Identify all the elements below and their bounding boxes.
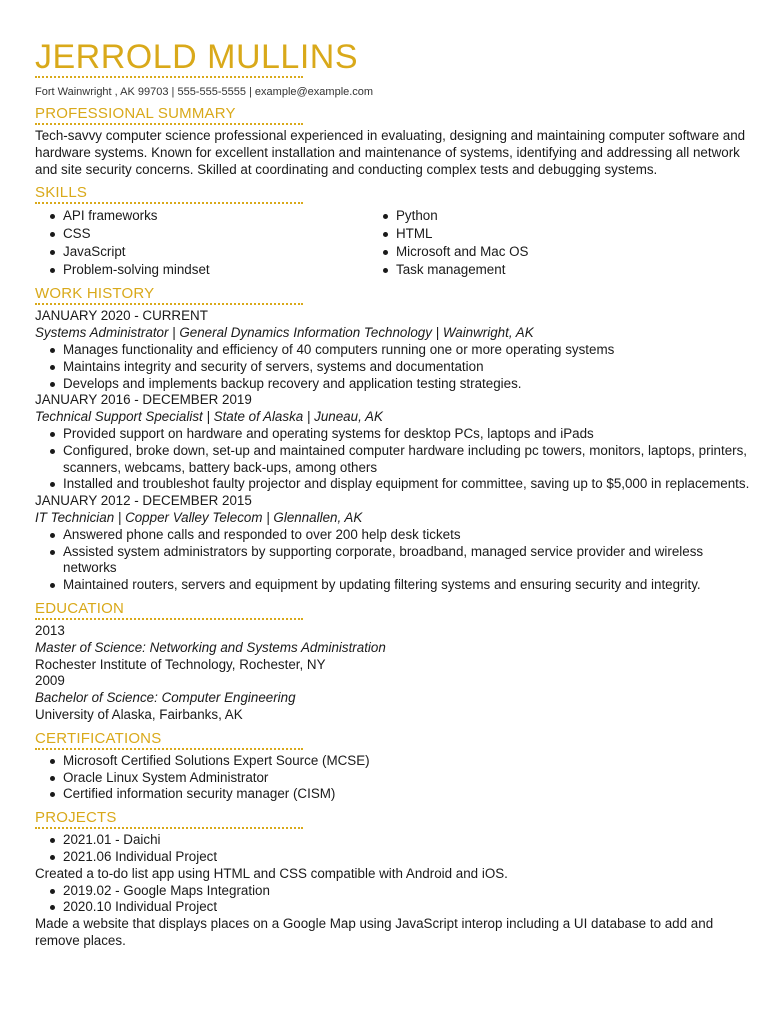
name-divider [35, 76, 303, 78]
field: Computer Engineering [161, 690, 296, 706]
project-entry [35, 883, 755, 950]
certification-item: Oracle Linux System Administrator [35, 770, 755, 787]
skills-left-column [35, 207, 368, 279]
project-description: Made a website that displays places on a Google Map using JavaScript interop including a UI database to add and remove places. [35, 916, 714, 948]
project-bullet: 2021.01 - Daichi [35, 832, 755, 849]
education-divider [35, 618, 303, 620]
project-bullet: 2020.10 Individual Project [35, 899, 755, 916]
summary-divider [35, 123, 303, 125]
contact-line: Fort Wainwright , AK 99703 | 555-555-5555 | example@example.com [35, 86, 374, 98]
education-degree-line: Bachelor of Science: Computer Engineering [35, 690, 296, 706]
skill-item: HTML [368, 225, 701, 243]
project-bullet: 2021.06 Individual Project [35, 849, 755, 866]
job-bullet: Answered phone calls and responded to over 200 help desk tickets [35, 527, 755, 544]
education-year: 2009 [35, 673, 65, 689]
job-bullet: Provided support on hardware and operating systems for desktop PCs, laptops and iPads [35, 426, 755, 443]
skills-right-column [368, 207, 701, 279]
job-bullet: Configured, broke down, set-up and maintained computer hardware including pc towers, monitors, laptops, printers, scanners, webcams, battery back-ups, among others [35, 443, 755, 477]
job-bullet: Maintained routers, servers and equipment by updating filtering systems and ensuring security and integrity. [35, 577, 755, 594]
job-bullet: Manages functionality and efficiency of 40 computers running one or more operating systems [35, 342, 755, 359]
job-entry [35, 392, 755, 493]
job-role: Systems Administrator | General Dynamics Information Technology | Wainwright, AK [35, 325, 534, 341]
skill-item: API frameworks [35, 207, 368, 225]
education-degree-line: Master of Science: Networking and Systems Administration [35, 639, 386, 655]
education-heading: EDUCATION [35, 599, 125, 617]
project-entry [35, 832, 755, 882]
education-entry [35, 623, 755, 673]
projects-heading: PROJECTS [35, 809, 117, 827]
job-bullets [35, 527, 755, 594]
skills-heading: SKILLS [35, 184, 88, 202]
job-dates: JANUARY 2016 - DECEMBER 2019 [35, 392, 252, 408]
job-bullets [35, 342, 755, 392]
education-year: 2013 [35, 622, 65, 638]
project-bullet: 2019.02 - Google Maps Integration [35, 883, 755, 900]
job-bullet: Installed and troubleshot faulty projector and display equipment for committee, saving up to $5,000 in replacements. [35, 476, 755, 493]
certifications-heading: CERTIFICATIONS [35, 729, 162, 747]
job-bullet: Develops and implements backup recovery and application testing strategies. [35, 376, 755, 393]
certifications-divider [35, 748, 303, 750]
job-bullets [35, 426, 755, 493]
summary-text: Tech-savvy computer science professional experienced in evaluating, designing and maintaining computer software and hardware systems. Known for excellent installation and maintenance of systems, identifying and addressing all network and site security concerns. Skilled at coordinating and conducting complex tests and debugging systems. [35, 128, 746, 177]
skills-divider [35, 202, 303, 204]
skill-item: JavaScript [35, 243, 368, 261]
skills-grid [35, 207, 755, 279]
certification-item: Certified information security manager (CISM) [35, 786, 755, 803]
job-role: Technical Support Specialist | State of Alaska | Juneau, AK [35, 409, 383, 425]
certification-item: Microsoft Certified Solutions Expert Source (MCSE) [35, 753, 755, 770]
skill-item: Task management [368, 261, 701, 279]
skill-item: Problem-solving mindset [35, 261, 368, 279]
job-bullet: Maintains integrity and security of servers, systems and documentation [35, 359, 755, 376]
projects-divider [35, 827, 303, 829]
work-divider [35, 303, 303, 305]
project-description: Created a to-do list app using HTML and CSS compatible with Android and iOS. [35, 865, 508, 881]
project-bullets [35, 883, 755, 917]
education-school: Rochester Institute of Technology, Rochester, NY [35, 656, 326, 672]
work-heading: WORK HISTORY [35, 285, 155, 303]
job-dates: JANUARY 2012 - DECEMBER 2015 [35, 493, 252, 509]
degree: Bachelor of Science [35, 690, 155, 706]
candidate-name: JERROLD MULLINS [35, 38, 359, 76]
job-role: IT Technician | Copper Valley Telecom | Glennallen, AK [35, 509, 363, 525]
skill-item: Microsoft and Mac OS [368, 243, 701, 261]
degree: Master of Science [35, 639, 143, 655]
job-entry [35, 493, 755, 594]
certifications-list [35, 753, 755, 803]
project-bullets [35, 832, 755, 866]
education-school: University of Alaska, Fairbanks, AK [35, 706, 243, 722]
job-dates: JANUARY 2020 - CURRENT [35, 308, 208, 324]
job-entry [35, 308, 755, 392]
resume-page [35, 40, 755, 950]
summary-heading: PROFESSIONAL SUMMARY [35, 105, 236, 122]
field: Networking and Systems Administration [149, 639, 386, 655]
skill-item: Python [368, 207, 701, 225]
education-entry [35, 673, 755, 723]
job-bullet: Assisted system administrators by supporting corporate, broadband, managed service provider and wireless networks [35, 544, 755, 578]
skill-item: CSS [35, 225, 368, 243]
